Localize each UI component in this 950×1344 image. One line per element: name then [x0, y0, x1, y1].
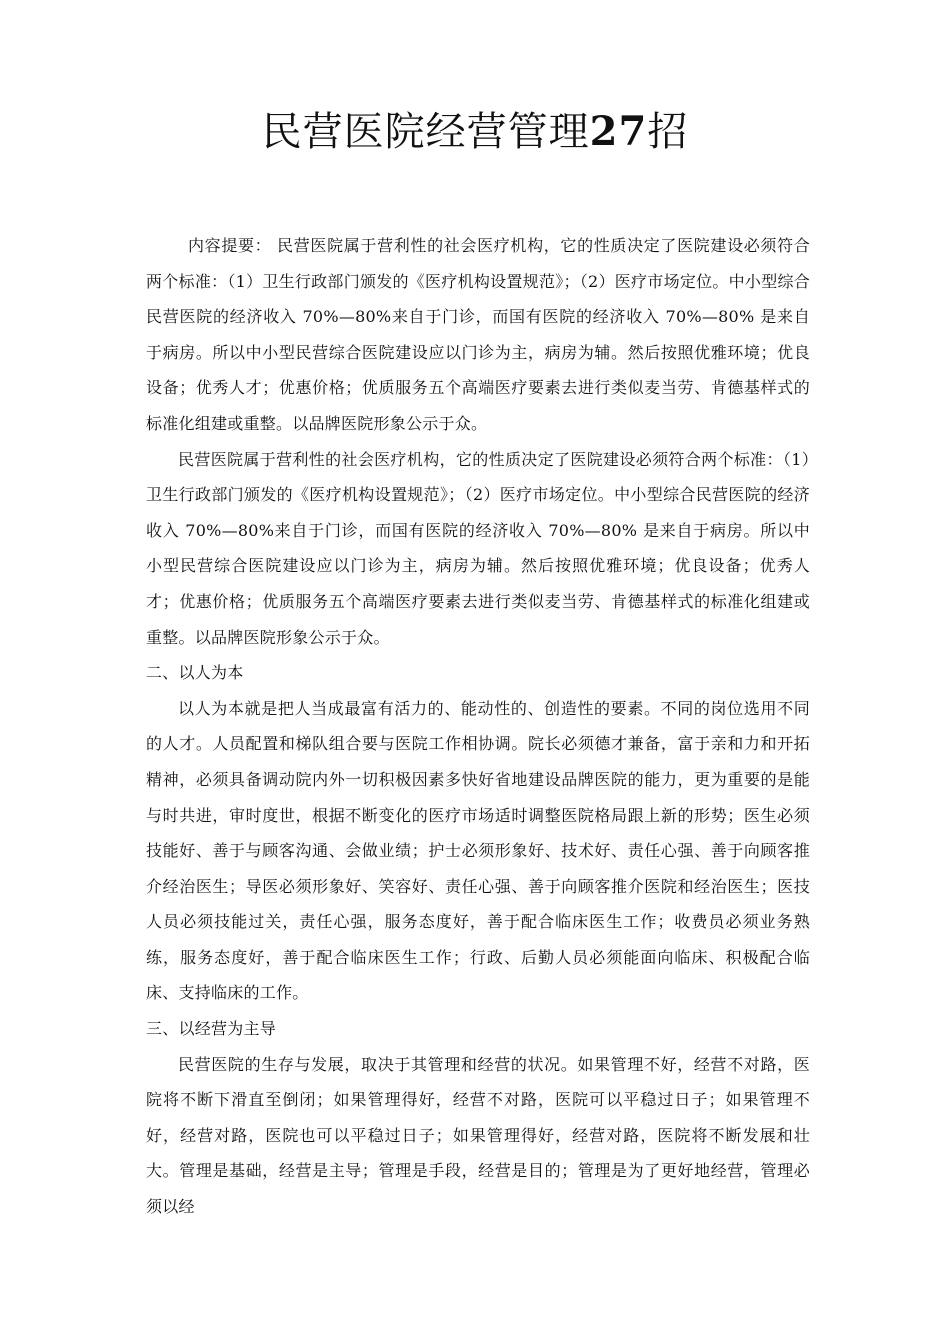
title-number: 27 — [589, 108, 648, 155]
section-2-paragraph: 以人为本就是把人当成最富有活力的、能动性的、创造性的要素。不同的岗位选用不同的人才。人员配置和梯队组合要与医院工作相协调。院长必须德才兼备，富于亲和力和开拓精神，必须具备调动院内外一切积极因素多快好省地建设品牌医院的能力，更为重要的是能与时共进，审时度世，根据不断变化的医疗市场适时调整医院格局跟上新的形势；医生必须技能好、善于与顾客沟通、会做业绩；护士必须形象好、技术好、责任心强、善于向顾客推介经治医生；导医必须形象好、笑容好、责任心强、善于向顾客推介医院和经治医生；医技人员必须技能过关，责任心强，服务态度好，善于配合临床医生工作；收费员必须业务熟练，服务态度好，善于配合临床医生工作；行政、后勤人员必须能面向临床、积极配合临床、支持临床的工作。 — [146, 698, 810, 1003]
section-3-heading: 三、以经营为主导 — [146, 1019, 277, 1039]
section-2-heading: 二、以人为本 — [146, 663, 244, 683]
summary-paragraph: 内容提要： 民营医院属于营利性的社会医疗机构，它的性质决定了医院建设必须符合两个标准：（1）卫生行政部门颁发的《医疗机构设置规范》；（2）医疗市场定位。中小型综合民营医院的经济收入 70%—80%来自于门诊，而国有医院的经济收入 70%—80% 是来自于病房。所以中小型民营综合医院建设应以门诊为主，病房为辅。然后按照优雅环境；优良设备；优秀人才；优惠价格；优质服务五个高端医疗要素去进行类似麦当劳、肯德基样式的标准化组建或重整。以品牌医院形象公示于众。 — [146, 236, 810, 433]
intro-paragraph: 民营医院属于营利性的社会医疗机构，它的性质决定了医院建设必须符合两个标准：（1）卫生行政部门颁发的《医疗机构设置规范》；（2）医疗市场定位。中小型综合民营医院的经济收入 70%—80%来自于门诊，而国有医院的经济收入 70%—80% 是来自于病房。所以中小型民营综合医院建设应以门诊为主，病房为辅。然后按照优雅环境；优良设备；优秀人才；优惠价格；优质服务五个高端医疗要素去进行类似麦当劳、肯德基样式的标准化组建或重整。以品牌医院形象公示于众。 — [146, 449, 810, 647]
section-3-paragraph: 民营医院的生存与发展，取决于其管理和经营的状况。如果管理不好，经营不对路，医院将不断下滑直至倒闭；如果管理得好，经营不对路，医院可以平稳过日子；如果管理不好，经营对路，医院也可以平稳过日子；如果管理得好，经营对路，医院将不断发展和壮大。管理是基础，经营是主导；管理是手段，经营是目的；管理是为了更好地经营，管理必须以经 — [146, 1054, 810, 1217]
document-body — [146, 228, 810, 1225]
document-title — [0, 104, 950, 160]
title-suffix: 招 — [647, 109, 689, 155]
title-main: 民营医院经营管理 — [261, 109, 590, 155]
